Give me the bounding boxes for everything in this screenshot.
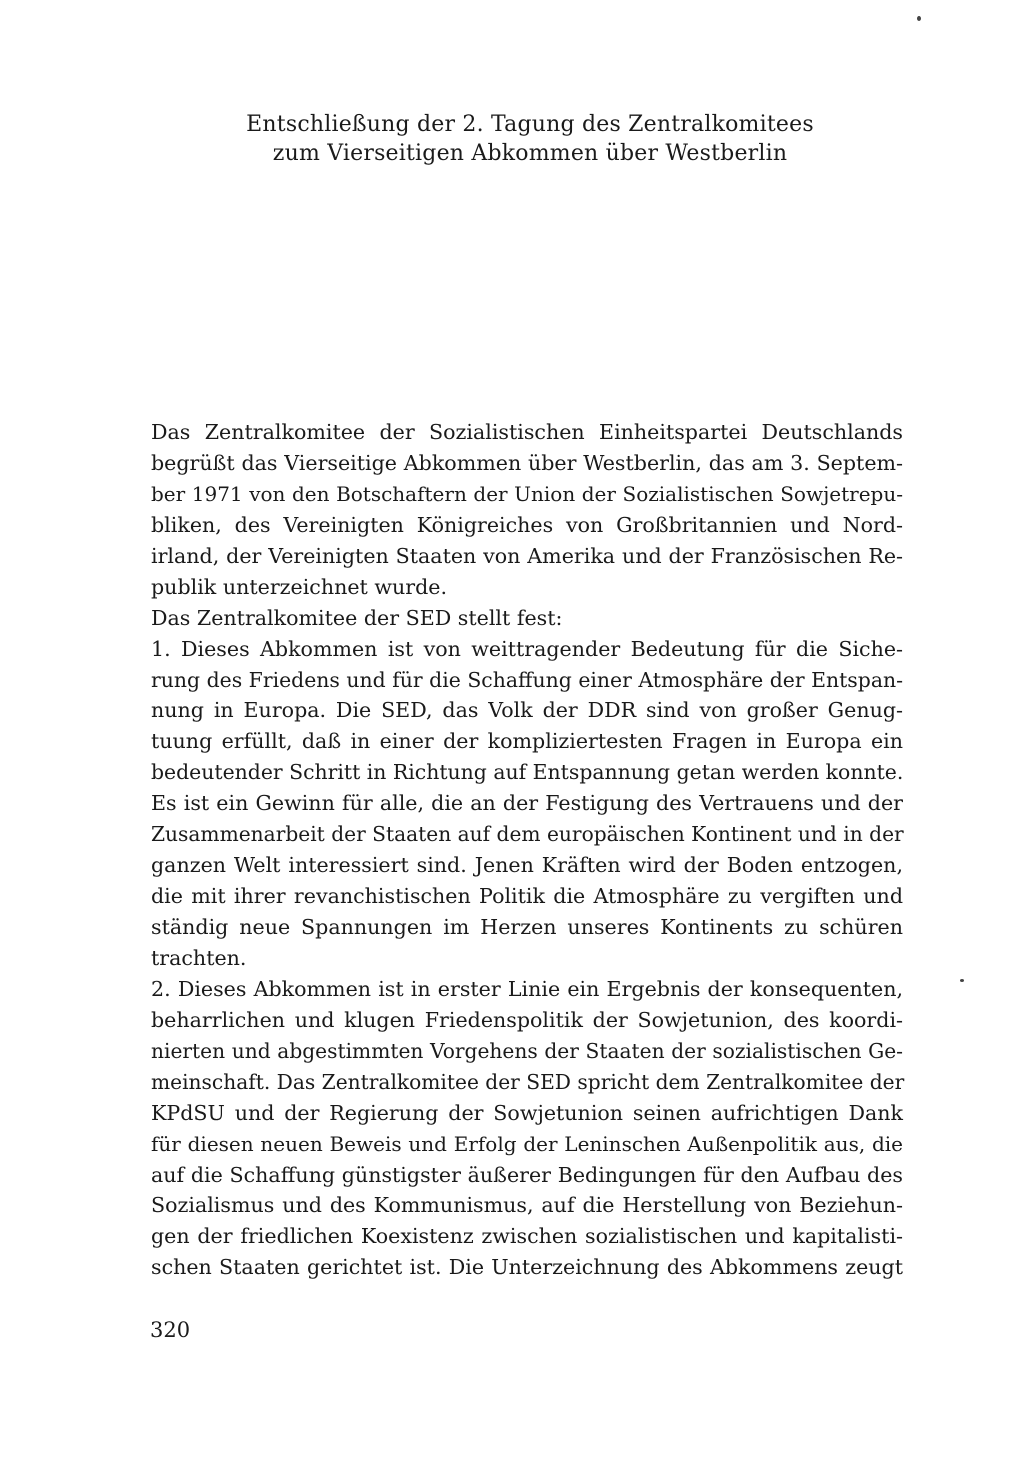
text-line: auf die Schaffung günstigster äußerer Bedingungen für den Aufbau des bbox=[151, 1162, 903, 1187]
text-line: begrüßt das Vierseitige Abkommen über Westberlin, das am 3. Septem- bbox=[151, 450, 903, 475]
text-line: publik unterzeichnet wurde. bbox=[151, 574, 448, 599]
text-line: Das Zentralkomitee der Sozialistischen Einheitspartei Deutschlands bbox=[151, 420, 903, 444]
text-line: die mit ihrer revanchistischen Politik die Atmosphäre zu vergiften und bbox=[151, 884, 903, 909]
text-line: nierten und abgestimmten Vorgehens der Staaten der sozialistischen Ge- bbox=[151, 1038, 903, 1063]
page-number: 320 bbox=[150, 1318, 191, 1342]
document-title bbox=[150, 110, 910, 168]
text-line: Zusammenarbeit der Staaten auf dem europäischen Kontinent und in der bbox=[151, 822, 904, 847]
text-line: KPdSU und der Regierung der Sowjetunion seinen aufrichtigen Dank bbox=[151, 1100, 903, 1125]
text-line: trachten. bbox=[151, 945, 247, 970]
text-line: tuung erfüllt, daß in einer der kompliziertesten Fragen in Europa ein bbox=[151, 729, 903, 754]
text-line: Das Zentralkomitee der SED stellt fest: bbox=[151, 605, 563, 630]
text-line: meinschaft. Das Zentralkomitee der SED spricht dem Zentralkomitee der bbox=[151, 1069, 905, 1094]
text-line: ganzen Welt interessiert sind. Jenen Kräften wird der Boden entzogen, bbox=[151, 853, 903, 878]
text-line: 1. Dieses Abkommen ist von weittragender Bedeutung für die Siche- bbox=[151, 636, 903, 661]
text-line: gen der friedlichen Koexistenz zwischen sozialistischen und kapitalisti- bbox=[151, 1224, 903, 1249]
text-line: bliken, des Vereinigten Königreiches von Großbritannien und Nord- bbox=[151, 512, 903, 537]
title-line-1: Entschließung der 2. Tagung des Zentralkomitees bbox=[246, 112, 814, 137]
text-line: bedeutender Schritt in Richtung auf Entspannung getan werden konnte. bbox=[151, 760, 904, 785]
body-text bbox=[151, 417, 903, 1283]
text-line: rung des Friedens und für die Schaffung einer Atmosphäre der Entspan- bbox=[151, 667, 903, 692]
text-line: 2. Dieses Abkommen ist in erster Linie ein Ergebnis der konsequenten, bbox=[151, 976, 903, 1001]
text-line: schen Staaten gerichtet ist. Die Unterzeichnung des Abkommens zeugt bbox=[151, 1255, 903, 1280]
text-line: beharrlichen und klugen Friedenspolitik der Sowjetunion, des koordi- bbox=[151, 1007, 903, 1032]
text-line: Sozialismus und des Kommunismus, auf die Herstellung von Beziehun- bbox=[151, 1193, 903, 1218]
print-speck bbox=[960, 979, 964, 982]
title-line-2: zum Vierseitigen Abkommen über Westberlin bbox=[272, 141, 788, 166]
text-line: Es ist ein Gewinn für alle, die an der Festigung des Vertrauens und der bbox=[151, 791, 903, 816]
text-line: ständig neue Spannungen im Herzen unseres Kontinents zu schüren bbox=[151, 915, 903, 939]
text-line: nung in Europa. Die SED, das Volk der DDR sind von großer Genug- bbox=[151, 698, 903, 723]
text-line: irland, der Vereinigten Staaten von Amerika und der Französischen Re- bbox=[151, 543, 903, 568]
print-speck bbox=[917, 16, 921, 21]
text-line: ber 1971 von den Botschaftern der Union der Sozialistischen Sowjetrepu- bbox=[151, 481, 903, 506]
text-line: für diesen neuen Beweis und Erfolg der Leninschen Außenpolitik aus, die bbox=[151, 1131, 903, 1156]
